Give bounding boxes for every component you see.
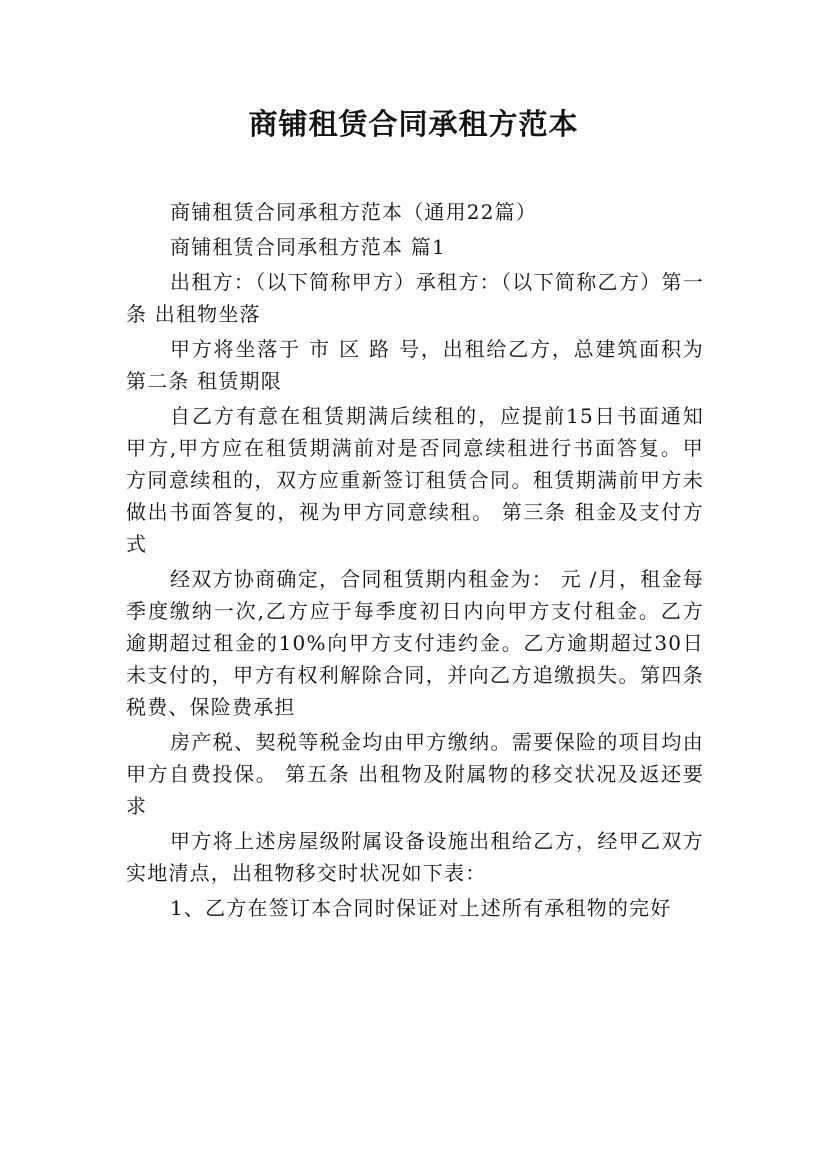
paragraph-lease-term: 自乙方有意在租赁期满后续租的，应提前15日书面通知甲方,甲方应在租赁期满前对是否同意续租进行书面答复。甲方同意续租的，双方应重新签订租赁合同。租赁期满前甲方未做出书面答复的，视为甲方同意续租。 第三条 租金及支付方式 [126, 404, 704, 556]
document-body [126, 196, 704, 927]
paragraph-section-heading: 商铺租赁合同承租方范本 篇1 [170, 235, 446, 259]
paragraph-rent-payment: 经双方协商确定，合同租赁期内租金为： 元 /月，租金每季度缴纳一次,乙方应于每季度初日内向甲方支付租金。乙方逾期超过租金的10%向甲方支付违约金。乙方逾期超过30日未支付的，甲方有权利解除合同，并向乙方追缴损失。第四条 税费、保险费承担 [126, 567, 704, 719]
paragraph-parties: 出租方：（以下简称甲方）承租方：（以下简称乙方）第一条 出租物坐落 [126, 270, 704, 326]
paragraph-clause-1: 1、乙方在签订本合同时保证对上述所有承租物的完好 [170, 896, 672, 920]
paragraph-taxes-insurance: 房产税、契税等税金均由甲方缴纳。需要保险的项目均由甲方自费投保。 第五条 出租物及附属物的移交状况及返还要求 [126, 730, 704, 818]
paragraph-subtitle: 商铺租赁合同承租方范本（通用22篇） [170, 200, 538, 224]
document-title: 商铺租赁合同承租方范本 [248, 107, 579, 141]
paragraph-handover: 甲方将上述房屋级附属设备设施出租给乙方，经甲乙双方实地清点，出租物移交时状况如下表： [126, 829, 704, 885]
paragraph-location: 甲方将坐落于 市 区 路 号，出租给乙方，总建筑面积为 第二条 租赁期限 [126, 337, 704, 393]
